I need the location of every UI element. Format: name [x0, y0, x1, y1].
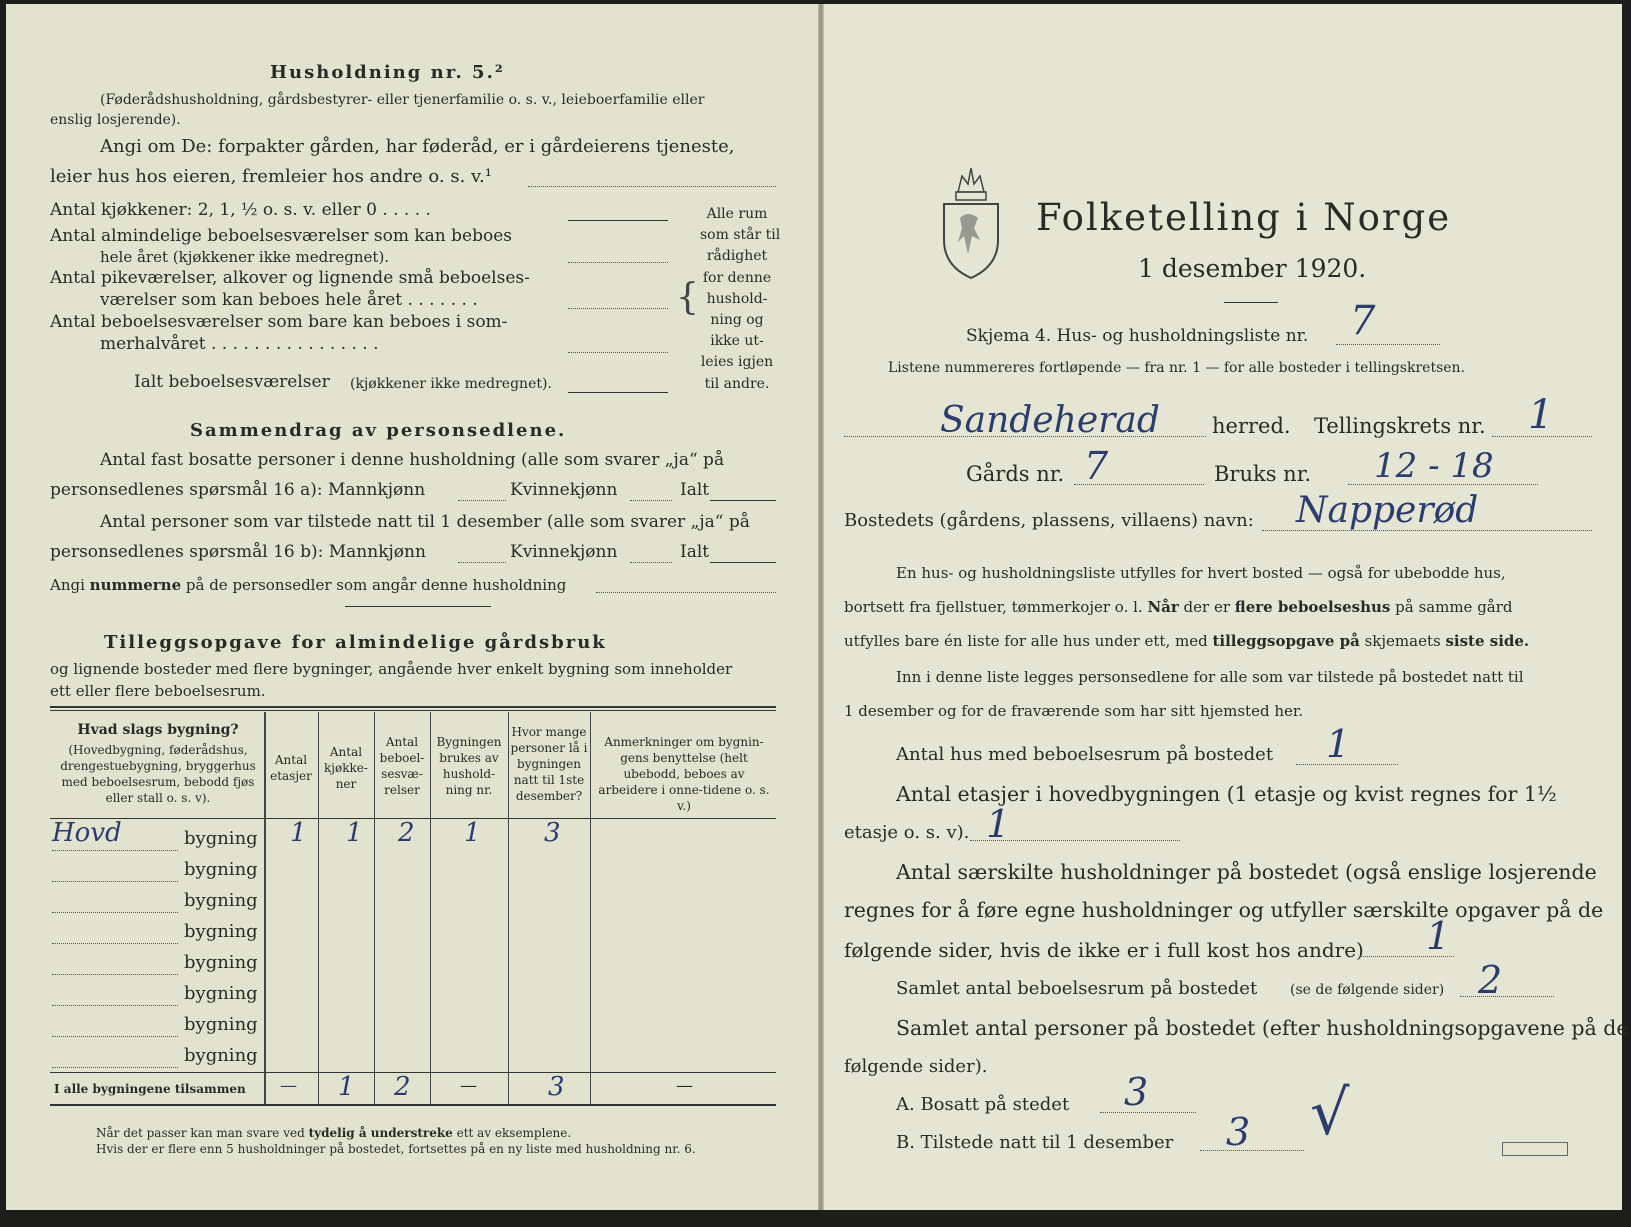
row-name-line [52, 912, 178, 913]
rooms-line-5: værelser som kan beboes hele året . . . . . . . [100, 290, 478, 310]
herred-value: Sandeherad [940, 400, 1160, 441]
tilstede-value: 3 [1226, 1110, 1251, 1154]
summary-title: Sammendrag av personsedlene. [190, 420, 567, 441]
row-name-line [52, 943, 178, 944]
section-divider [345, 606, 491, 607]
bosatt-label: A. Bosatt på stedet [896, 1094, 1070, 1115]
krets-label: Tellingskrets nr. [1314, 414, 1486, 438]
antal-hus-label: Antal hus med beboelsesrum på bostedet [896, 744, 1274, 765]
printer-stamp [1502, 1142, 1568, 1156]
gards-line [1074, 484, 1204, 485]
antal-hus-value: 1 [1326, 722, 1351, 766]
row-name-line [52, 974, 178, 975]
household-intro-1: (Føderådshusholdning, gårdsbestyrer- eller tjenerfamilie o. s. v., leieboerfamilie eller [100, 92, 705, 108]
row-cell-etasjer: 1 [290, 818, 307, 848]
rooms-line-2: Antal almindelige beboelsesværelser som kan beboes [50, 226, 512, 246]
rooms-line-4: Antal pikeværelser, alkover og lignende små beboelses- [50, 268, 530, 288]
row-cell-rom: 2 [398, 818, 415, 848]
row-cell-kjokkener: 1 [346, 818, 363, 848]
row-name-line [52, 881, 178, 882]
krets-line [1492, 436, 1592, 437]
table-total-rule [50, 1072, 776, 1073]
rooms-answer-line-1 [568, 262, 668, 263]
s2-ialt-line [710, 562, 776, 563]
s2-male-line [458, 562, 506, 563]
total-label: I alle bygningene tilsammen [54, 1082, 246, 1096]
angi-line-2: leier hus hos eieren, fremleier hos andre o. s. v.¹ [50, 166, 492, 187]
table-bottom-rule [50, 1104, 776, 1106]
summary-2a: Antal personer som var tilstede natt til 1 desember (alle som svarer „ja“ på [100, 512, 750, 532]
etasjer-value: 1 [986, 802, 1011, 846]
hush-value: 1 [1426, 914, 1451, 958]
tillegg-line-2: ett eller flere beboelsesrum. [50, 682, 266, 700]
th-anmerkninger: Anmerkninger om bygnin-gens benyttelse (helt ubebodd, beboes av arbeidere i onne-tidene o. s. v.) [598, 735, 770, 813]
angi-line-1: Angi om De: forpakter gården, har føderåd, er i gårdeierens tjeneste, [100, 136, 735, 157]
herred-line [844, 436, 1206, 437]
rooms-line-6: Antal beboelsesværelser som bare kan beboes i som- [50, 312, 508, 332]
rooms-answer-line-2 [568, 308, 668, 309]
row-bygning-word: bygning [184, 921, 258, 942]
s1-female-line [630, 500, 672, 501]
s1-male-line [458, 500, 506, 501]
table-top-rule [50, 706, 776, 708]
col-sep-6 [590, 712, 591, 1104]
total-anmerkninger: — [676, 1076, 693, 1096]
footnote-2: Hvis der er flere enn 5 husholdninger på bostedet, fortsettes på en ny liste med husholdning nr. 6. [96, 1142, 696, 1156]
nummerne-answer-line [596, 592, 776, 593]
angi-answer-line [528, 186, 776, 187]
col-sep-2 [318, 712, 319, 1104]
summary-1b: personsedlenes spørsmål 16 a): Mannkjønn [50, 480, 426, 500]
household-title: Husholdning nr. 5.² [270, 62, 505, 83]
s1-ialt-line [710, 500, 776, 501]
row-cell-personer: 3 [544, 818, 561, 848]
kitchens-answer-line [568, 220, 668, 221]
etasjer-answer-line [970, 840, 1180, 841]
pers-line-a: Samlet antal personer på bostedet (efter husholdningsopgavene på de [896, 1016, 1629, 1040]
row-bygning-word: bygning [184, 952, 258, 973]
th-bygning-note: (Hovedbygning, føderådshus, drengestuebygning, bryggerhus med beboelsesrum, bebodd fjøs eller stall o. s. v). [60, 743, 256, 805]
coat-of-arms-icon [938, 162, 1004, 282]
hush-answer-line [1360, 956, 1454, 957]
row-name-line [52, 1067, 178, 1068]
ialt-rooms-answer-line [568, 392, 668, 393]
summary-1a: Antal fast bosatte personer i denne husholdning (alle som svarer „ja“ på [100, 450, 725, 470]
table-top-rule-2 [50, 710, 776, 711]
tillegg-title: Tilleggsopgave for almindelige gårdsbruk [104, 632, 607, 653]
row-name-line [52, 1005, 178, 1006]
ialt-rooms-label: Ialt beboelsesværelser [134, 372, 330, 392]
herred-label: herred. [1212, 414, 1291, 438]
hush-line-a: Antal særskilte husholdninger på bostedet (også enslige losjerende [896, 860, 1597, 884]
th-bygning: Hvad slags bygning? [77, 722, 239, 738]
etasjer-line-a: Antal etasjer i hovedbygningen (1 etasje og kvist regnes for 1½ [896, 782, 1557, 806]
census-title: Folketelling i Norge [1036, 196, 1452, 239]
census-date: 1 desember 1920. [1138, 254, 1367, 283]
tillegg-line-1: og lignende bosteder med flere bygninger, angående hver enkelt bygning som inneholder [50, 660, 733, 678]
row-bygning-word: bygning [184, 1014, 258, 1035]
s2-female-line [630, 562, 672, 563]
para2-a: Inn i denne liste legges personsedlene for alle som var tilstede på bostedet natt til [896, 668, 1524, 686]
liste-nr-line [1336, 344, 1440, 345]
th-kjokkener: Antal kjøkke-ner [324, 745, 368, 791]
tilstede-label: B. Tilstede natt til 1 desember [896, 1132, 1174, 1153]
liste-nr-value: 7 [1350, 298, 1376, 344]
etasjer-line-b: etasje o. s. v). [844, 822, 970, 843]
bosatt-line [1100, 1112, 1196, 1113]
page-fold [818, 4, 824, 1210]
rom-value: 2 [1478, 958, 1503, 1002]
skjema-label: Skjema 4. Hus- og husholdningsliste nr. [966, 326, 1309, 346]
title-divider [1224, 302, 1278, 303]
s2-kvinne-label: Kvinnekjønn [510, 542, 618, 562]
para1-a: En hus- og husholdningsliste utfylles for hvert bosted — også for ubebodde hus, [896, 564, 1506, 582]
rom-answer-line [1460, 996, 1554, 997]
row-building-name: Hovd [52, 818, 122, 848]
bosted-line [1262, 530, 1592, 531]
col-sep-3 [374, 712, 375, 1104]
col-sep-4 [430, 712, 431, 1104]
row-bygning-word: bygning [184, 1045, 258, 1066]
bruks-value: 12 - 18 [1374, 446, 1494, 486]
th-etasjer: Antal etasjer [270, 753, 312, 783]
row-bygning-word: bygning [184, 890, 258, 911]
footnote-1: Når det passer kan man svare ved tydelig å understreke ett av eksemplene. [96, 1126, 572, 1140]
th-husholdning: Bygningen brukes av hushold-ning nr. [436, 735, 502, 797]
rom-note: (se de følgende sider) [1290, 982, 1445, 998]
th-rom: Antal beboel-sesvæ-relser [379, 735, 425, 797]
s1-kvinne-label: Kvinnekjønn [510, 480, 618, 500]
bruks-label: Bruks nr. [1214, 462, 1312, 486]
hush-line-c: følgende sider, hvis de ikke er i full kost hos andre) [844, 938, 1364, 962]
brace-icon: { [676, 277, 699, 318]
bruks-line [1348, 484, 1538, 485]
total-etasjer: — [280, 1076, 297, 1096]
total-husholdning: — [460, 1076, 477, 1096]
rooms-line-3: hele året (kjøkkener ikke medregnet). [100, 248, 390, 266]
rooms-line-1: Antal kjøkkener: 2, 1, ½ o. s. v. eller 0 . . . . . [50, 200, 431, 220]
col-sep-5 [508, 712, 509, 1104]
row-bygning-word: bygning [184, 828, 258, 849]
gards-value: 7 [1084, 444, 1109, 488]
hush-line-b: regnes for å føre egne husholdninger og utfyller særskilte opgaver på de [844, 898, 1604, 922]
total-rom: 2 [394, 1072, 411, 1102]
row-name-line [52, 850, 178, 851]
ialt-rooms-note: (kjøkkener ikke medregnet). [350, 376, 552, 392]
para1-b: bortsett fra fjellstuer, tømmerkojer o. l. Når der er flere beboelseshus på samme gård [844, 598, 1513, 616]
rom-label: Samlet antal beboelsesrum på bostedet [896, 978, 1258, 999]
bosatt-value: 3 [1124, 1070, 1149, 1114]
check-mark-icon: √ [1310, 1076, 1350, 1149]
krets-value: 1 [1528, 392, 1554, 438]
bosted-label: Bostedets (gårdens, plassens, villaens) navn: [844, 510, 1254, 531]
para2-b: 1 desember og for de fraværende som har sitt hjemsted her. [844, 702, 1304, 720]
antal-hus-line [1296, 764, 1398, 765]
total-kjokkener: 1 [338, 1072, 355, 1102]
row-bygning-word: bygning [184, 859, 258, 880]
s2-ialt-label: Ialt [680, 542, 710, 562]
summary-2b: personsedlenes spørsmål 16 b): Mannkjønn [50, 542, 426, 562]
nummerne-line: Angi nummerne på de personsedler som angår denne husholdning [50, 576, 567, 594]
rooms-answer-line-3 [568, 352, 668, 353]
row-name-line [52, 1036, 178, 1037]
bosted-value: Napperød [1296, 490, 1479, 531]
household-intro-2: enslig losjerende). [50, 112, 181, 128]
listene-note: Listene nummereres fortløpende — fra nr. 1 — for alle bosteder i tellingskretsen. [888, 360, 1466, 376]
th-personer: Hvor mange personer lå i bygningen natt til 1ste desember? [510, 725, 588, 803]
gards-label: Gårds nr. [966, 462, 1065, 486]
s1-ialt-label: Ialt [680, 480, 710, 500]
total-personer: 3 [548, 1072, 565, 1102]
rooms-line-7: merhalvåret . . . . . . . . . . . . . . . . [100, 334, 379, 354]
para1-c: utfylles bare én liste for alle hus under ett, med tilleggsopgave på skjemaets siste side. [844, 632, 1530, 650]
side-note: Alle rum som står til rådighet for denne hushold- ning og ikke ut- leies igjen til andre. [700, 206, 781, 392]
row-cell-hush: 1 [464, 818, 481, 848]
tilstede-line [1200, 1150, 1304, 1151]
pers-line-b: følgende sider). [844, 1056, 988, 1077]
row-bygning-word: bygning [184, 983, 258, 1004]
